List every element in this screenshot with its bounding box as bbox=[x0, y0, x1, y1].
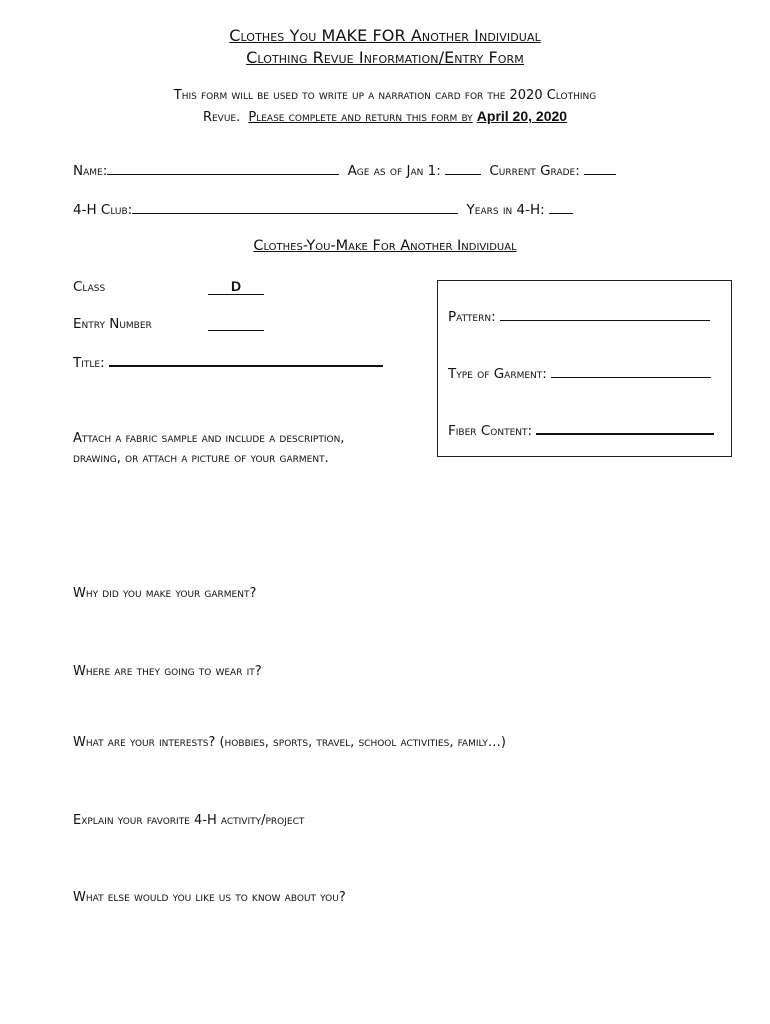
pattern-field[interactable] bbox=[500, 308, 710, 321]
garment-type-label: Type of Garment: bbox=[448, 366, 547, 382]
club-label: 4-H Club: bbox=[73, 202, 133, 218]
age-field[interactable] bbox=[445, 162, 481, 175]
attach-line2: drawing, or attach a picture of your garment. bbox=[73, 451, 329, 466]
question-why: Why did you make your garment? bbox=[73, 586, 257, 601]
name-label: Name: bbox=[73, 163, 108, 179]
entry-number-label: Entry Number bbox=[73, 316, 152, 332]
deadline-date: April 20, 2020 bbox=[476, 108, 568, 124]
question-anything-else: What else would you like us to know about you? bbox=[73, 890, 346, 905]
garment-type-row bbox=[448, 365, 711, 382]
class-value: D bbox=[208, 278, 264, 295]
name-row bbox=[73, 162, 616, 179]
club-field[interactable] bbox=[132, 201, 458, 214]
name-field[interactable] bbox=[107, 162, 339, 175]
attach-line1: Attach a fabric sample and include a description, bbox=[73, 431, 345, 446]
form-title-line1: Clothes You MAKE FOR Another Individual bbox=[229, 26, 541, 45]
fiber-field[interactable] bbox=[536, 421, 714, 435]
years-label: Years in 4-H: bbox=[466, 202, 545, 218]
class-label: Class bbox=[73, 279, 106, 295]
title-field[interactable] bbox=[109, 353, 383, 367]
club-row bbox=[73, 201, 573, 218]
age-label: Age as of Jan 1: bbox=[347, 163, 441, 179]
years-field[interactable] bbox=[549, 201, 573, 214]
question-where: Where are they going to wear it? bbox=[73, 664, 262, 679]
intro-deadline-text: Please complete and return this form by bbox=[248, 110, 473, 125]
question-favorite-activity: Explain your favorite 4-H activity/project bbox=[73, 813, 305, 828]
question-interests: What are your interests? (hobbies, sports, travel, school activities, family…) bbox=[73, 735, 506, 750]
pattern-row bbox=[448, 308, 710, 325]
fiber-row bbox=[448, 421, 714, 439]
pattern-label: Pattern: bbox=[448, 309, 496, 325]
grade-field[interactable] bbox=[584, 162, 616, 175]
entry-number-field[interactable] bbox=[208, 316, 264, 331]
intro-line1: This form will be used to write up a narration card for the 2020 Clothing bbox=[173, 88, 597, 103]
title-label: Title: bbox=[73, 355, 105, 371]
form-title-line2: Clothing Revue Information/Entry Form bbox=[246, 48, 524, 67]
grade-label: Current Grade: bbox=[489, 163, 580, 179]
intro-line2 bbox=[0, 108, 770, 125]
title-row bbox=[73, 353, 383, 371]
garment-info-box bbox=[437, 280, 732, 457]
section-title: Clothes-You-Make For Another Individual bbox=[253, 238, 517, 254]
intro-revue: Revue. bbox=[202, 110, 241, 125]
fiber-label: Fiber Content: bbox=[448, 423, 533, 439]
garment-type-field[interactable] bbox=[551, 365, 711, 378]
